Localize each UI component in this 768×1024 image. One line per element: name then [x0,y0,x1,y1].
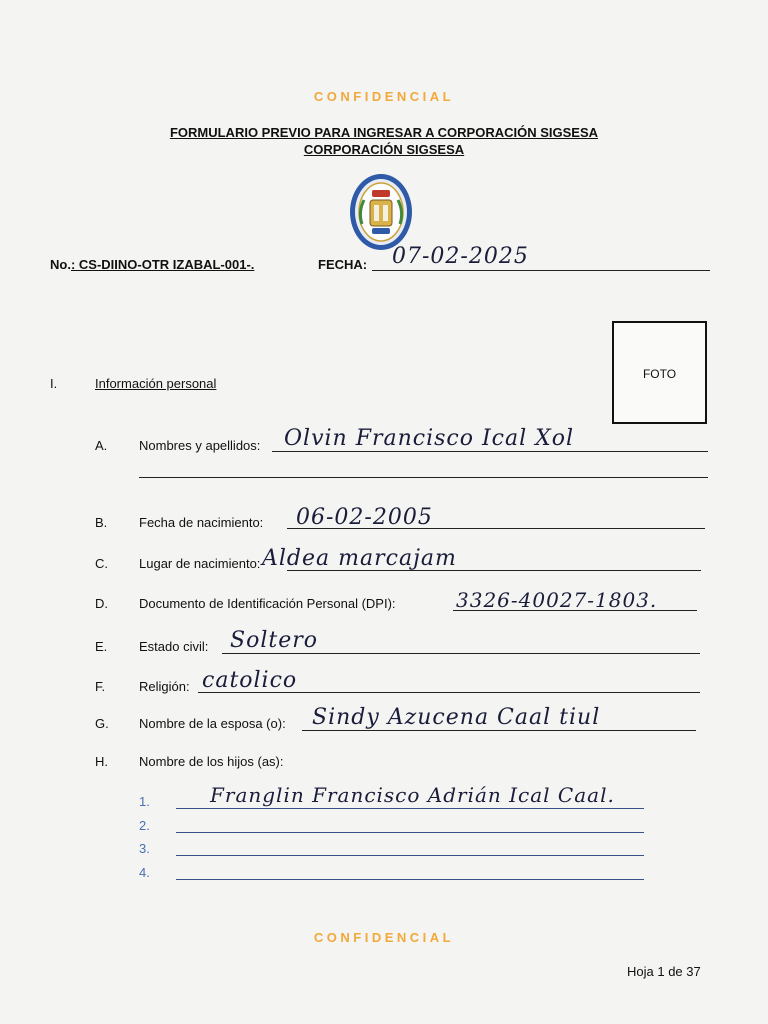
field-line [302,730,696,731]
field-letter: H. [95,754,108,769]
field-letter: B. [95,515,108,530]
field-value-estado-civil: Soltero [230,628,318,653]
field-value-esposa: Sindy Azucena Caal tiul [312,705,601,730]
field-label-nombres: Nombres y apellidos: [139,438,261,453]
field-label-estado-civil: Estado civil: [139,639,209,654]
field-line-extra [139,477,708,478]
confidential-header: CONFIDENCIAL [313,89,455,104]
field-letter: G. [95,716,109,731]
field-letter: D. [95,596,108,611]
field-value-lugar-nacimiento: Aldea marcajam [262,546,457,571]
field-line [222,653,700,654]
document-number [50,257,254,272]
field-label-religion: Religión: [139,679,190,694]
field-value-fecha-nacimiento: 06-02-2005 [296,505,433,530]
confidential-footer: CONFIDENCIAL [313,930,455,945]
document-number-value: : CS-DIINO-OTR IZABAL-001-. [70,257,255,272]
corporation-seal-logo [348,172,414,252]
child-number: 4. [139,865,150,880]
field-letter: A. [95,438,108,453]
field-value-dpi: 3326-40027-1803. [456,588,658,612]
fecha-label: FECHA: [318,257,368,272]
child-line [176,832,644,833]
child-line [176,879,644,880]
child-name: Franglin Francisco Adrián Ical Caal. [210,783,615,807]
field-value-nombres: Olvin Francisco Ical Xol [284,426,575,451]
child-line [176,808,644,809]
field-value-religion: catolico [202,668,298,693]
form-title: FORMULARIO PREVIO PARA INGRESAR A CORPORACIÓN SIGSESA [169,125,599,140]
field-label-esposa: Nombre de la esposa (o): [139,716,286,731]
child-number: 3. [139,841,150,856]
field-line [272,451,708,452]
child-number: 2. [139,818,150,833]
child-line [176,855,644,856]
photo-box [612,321,707,424]
field-label-dpi: Documento de Identificación Personal (DPI): [139,596,396,611]
child-number: 1. [139,794,150,809]
field-letter: E. [95,639,108,654]
field-label-fecha-nacimiento: Fecha de nacimiento: [139,515,264,530]
section-title: Información personal [95,376,217,391]
field-letter: C. [95,556,108,571]
photo-label: FOTO [642,367,677,381]
field-label-hijos: Nombre de los hijos (as): [139,754,284,769]
fecha-line [372,270,710,271]
field-letter: F. [95,679,106,694]
form-subtitle: CORPORACIÓN SIGSESA [303,142,465,157]
fecha-value: 07-02-2025 [392,244,529,269]
page-number: Hoja 1 de 37 [627,964,701,979]
document-number-label: No. [50,257,71,272]
field-label-lugar-nacimiento: Lugar de nacimiento: [139,556,261,571]
section-number: I. [50,376,58,391]
